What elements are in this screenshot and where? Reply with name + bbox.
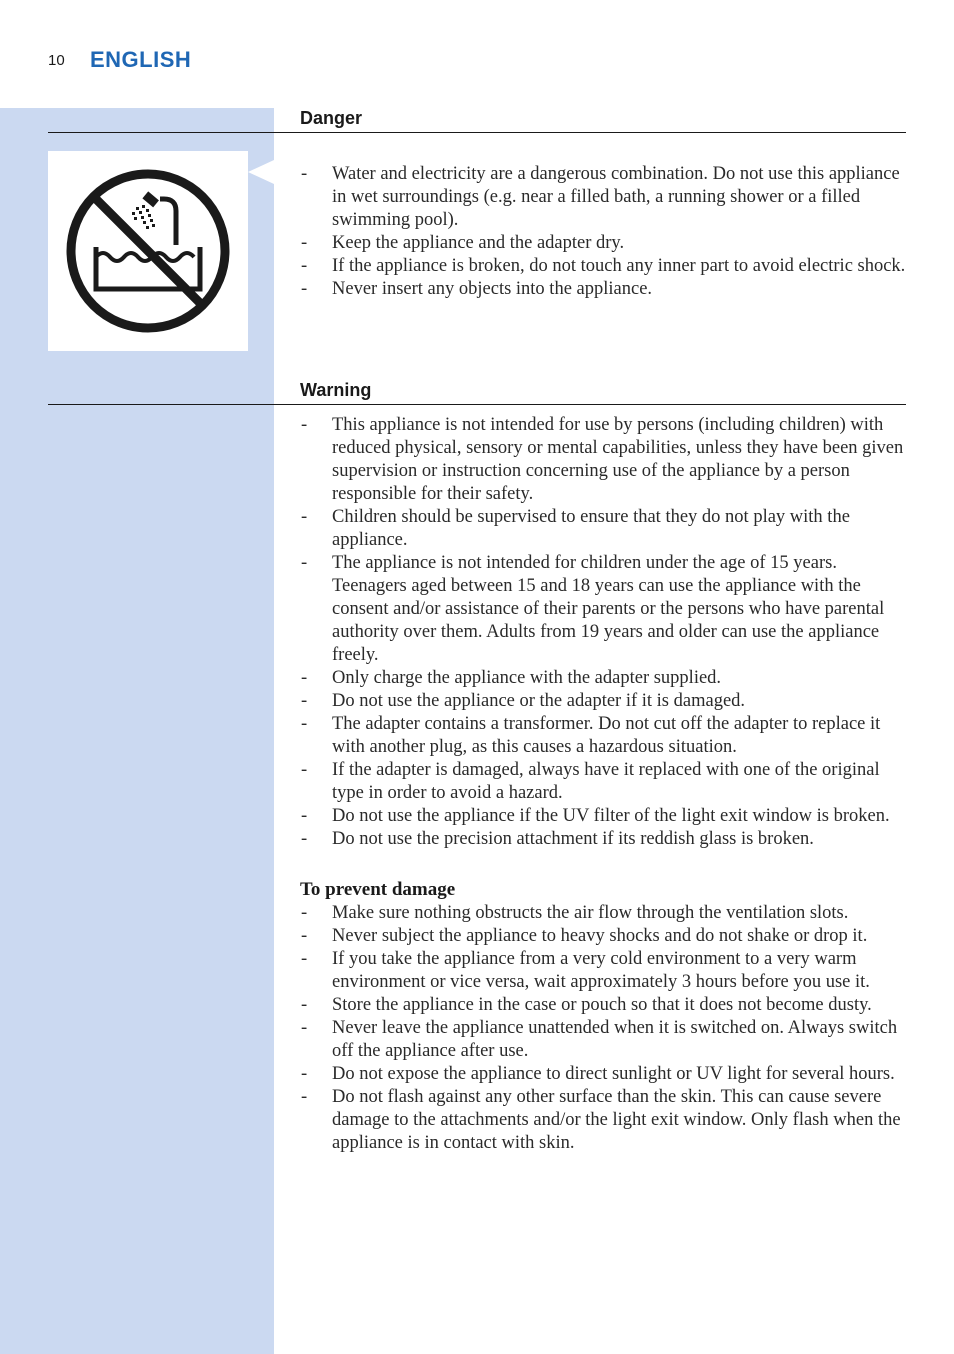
- list-item: - The appliance is not intended for children under the age of 15 years. Teenagers aged between 15 and 18 years can use the appliance with the consent and/or assistance of their parents or the persons who have parental authority over them. Adults from 19 years and older can use the appliance freely.: [300, 552, 910, 667]
- no-water-shower-bath-icon: [48, 151, 248, 351]
- warning-rule: [48, 404, 906, 405]
- list-item: - This appliance is not intended for use by persons (including children) with reduced physical, sensory or mental capabilities, unless they have been given supervision or instruction concerning use of the appliance by a person responsible for their safety.: [300, 414, 910, 506]
- list-item: - Do not use the appliance if the UV filter of the light exit window is broken.: [300, 805, 910, 828]
- prevent-damage-heading: To prevent damage: [300, 879, 456, 900]
- list-item: - Never insert any objects into the appliance.: [300, 278, 910, 301]
- danger-heading: Danger: [300, 108, 363, 128]
- list-item: - Store the appliance in the case or pouch so that it does not become dusty.: [300, 994, 910, 1017]
- danger-list: [300, 163, 910, 301]
- section-language-title: ENGLISH: [90, 47, 192, 72]
- icon-pointer: [248, 160, 274, 184]
- list-item: - Children should be supervised to ensure that they do not play with the appliance.: [300, 506, 910, 552]
- page-number: 10: [48, 52, 65, 69]
- danger-icon-box: [48, 151, 248, 351]
- list-item: - Make sure nothing obstructs the air flow through the ventilation slots.: [300, 902, 910, 925]
- list-item: - Water and electricity are a dangerous combination. Do not use this appliance in wet surroundings (e.g. near a filled bath, a running shower or a filled swimming pool).: [300, 163, 910, 232]
- danger-rule: [48, 132, 906, 133]
- list-item: - Never subject the appliance to heavy shocks and do not shake or drop it.: [300, 925, 910, 948]
- list-item: - Do not expose the appliance to direct sunlight or UV light for several hours.: [300, 1063, 910, 1086]
- warning-list: [300, 414, 910, 851]
- list-item: - Keep the appliance and the adapter dry.: [300, 232, 910, 255]
- list-item: - Do not use the precision attachment if its reddish glass is broken.: [300, 828, 910, 851]
- list-item: - If the appliance is broken, do not touch any inner part to avoid electric shock.: [300, 255, 910, 278]
- list-item: - Never leave the appliance unattended when it is switched on. Always switch off the appliance after use.: [300, 1017, 910, 1063]
- list-item: - Only charge the appliance with the adapter supplied.: [300, 667, 910, 690]
- list-item: - If the adapter is damaged, always have it replaced with one of the original type in order to avoid a hazard.: [300, 759, 910, 805]
- list-item: - Do not flash against any other surface than the skin. This can cause severe damage to the attachments and/or the light exit window. Only flash when the appliance is in contact with skin.: [300, 1086, 910, 1155]
- prevent-damage-list: [300, 902, 910, 1155]
- list-item: - The adapter contains a transformer. Do not cut off the adapter to replace it with another plug, as this causes a hazardous situation.: [300, 713, 910, 759]
- list-item: - If you take the appliance from a very cold environment to a very warm environment or vice versa, wait approximately 3 hours before you use it.: [300, 948, 910, 994]
- list-item: - Do not use the appliance or the adapter if it is damaged.: [300, 690, 910, 713]
- warning-heading: Warning: [300, 380, 372, 400]
